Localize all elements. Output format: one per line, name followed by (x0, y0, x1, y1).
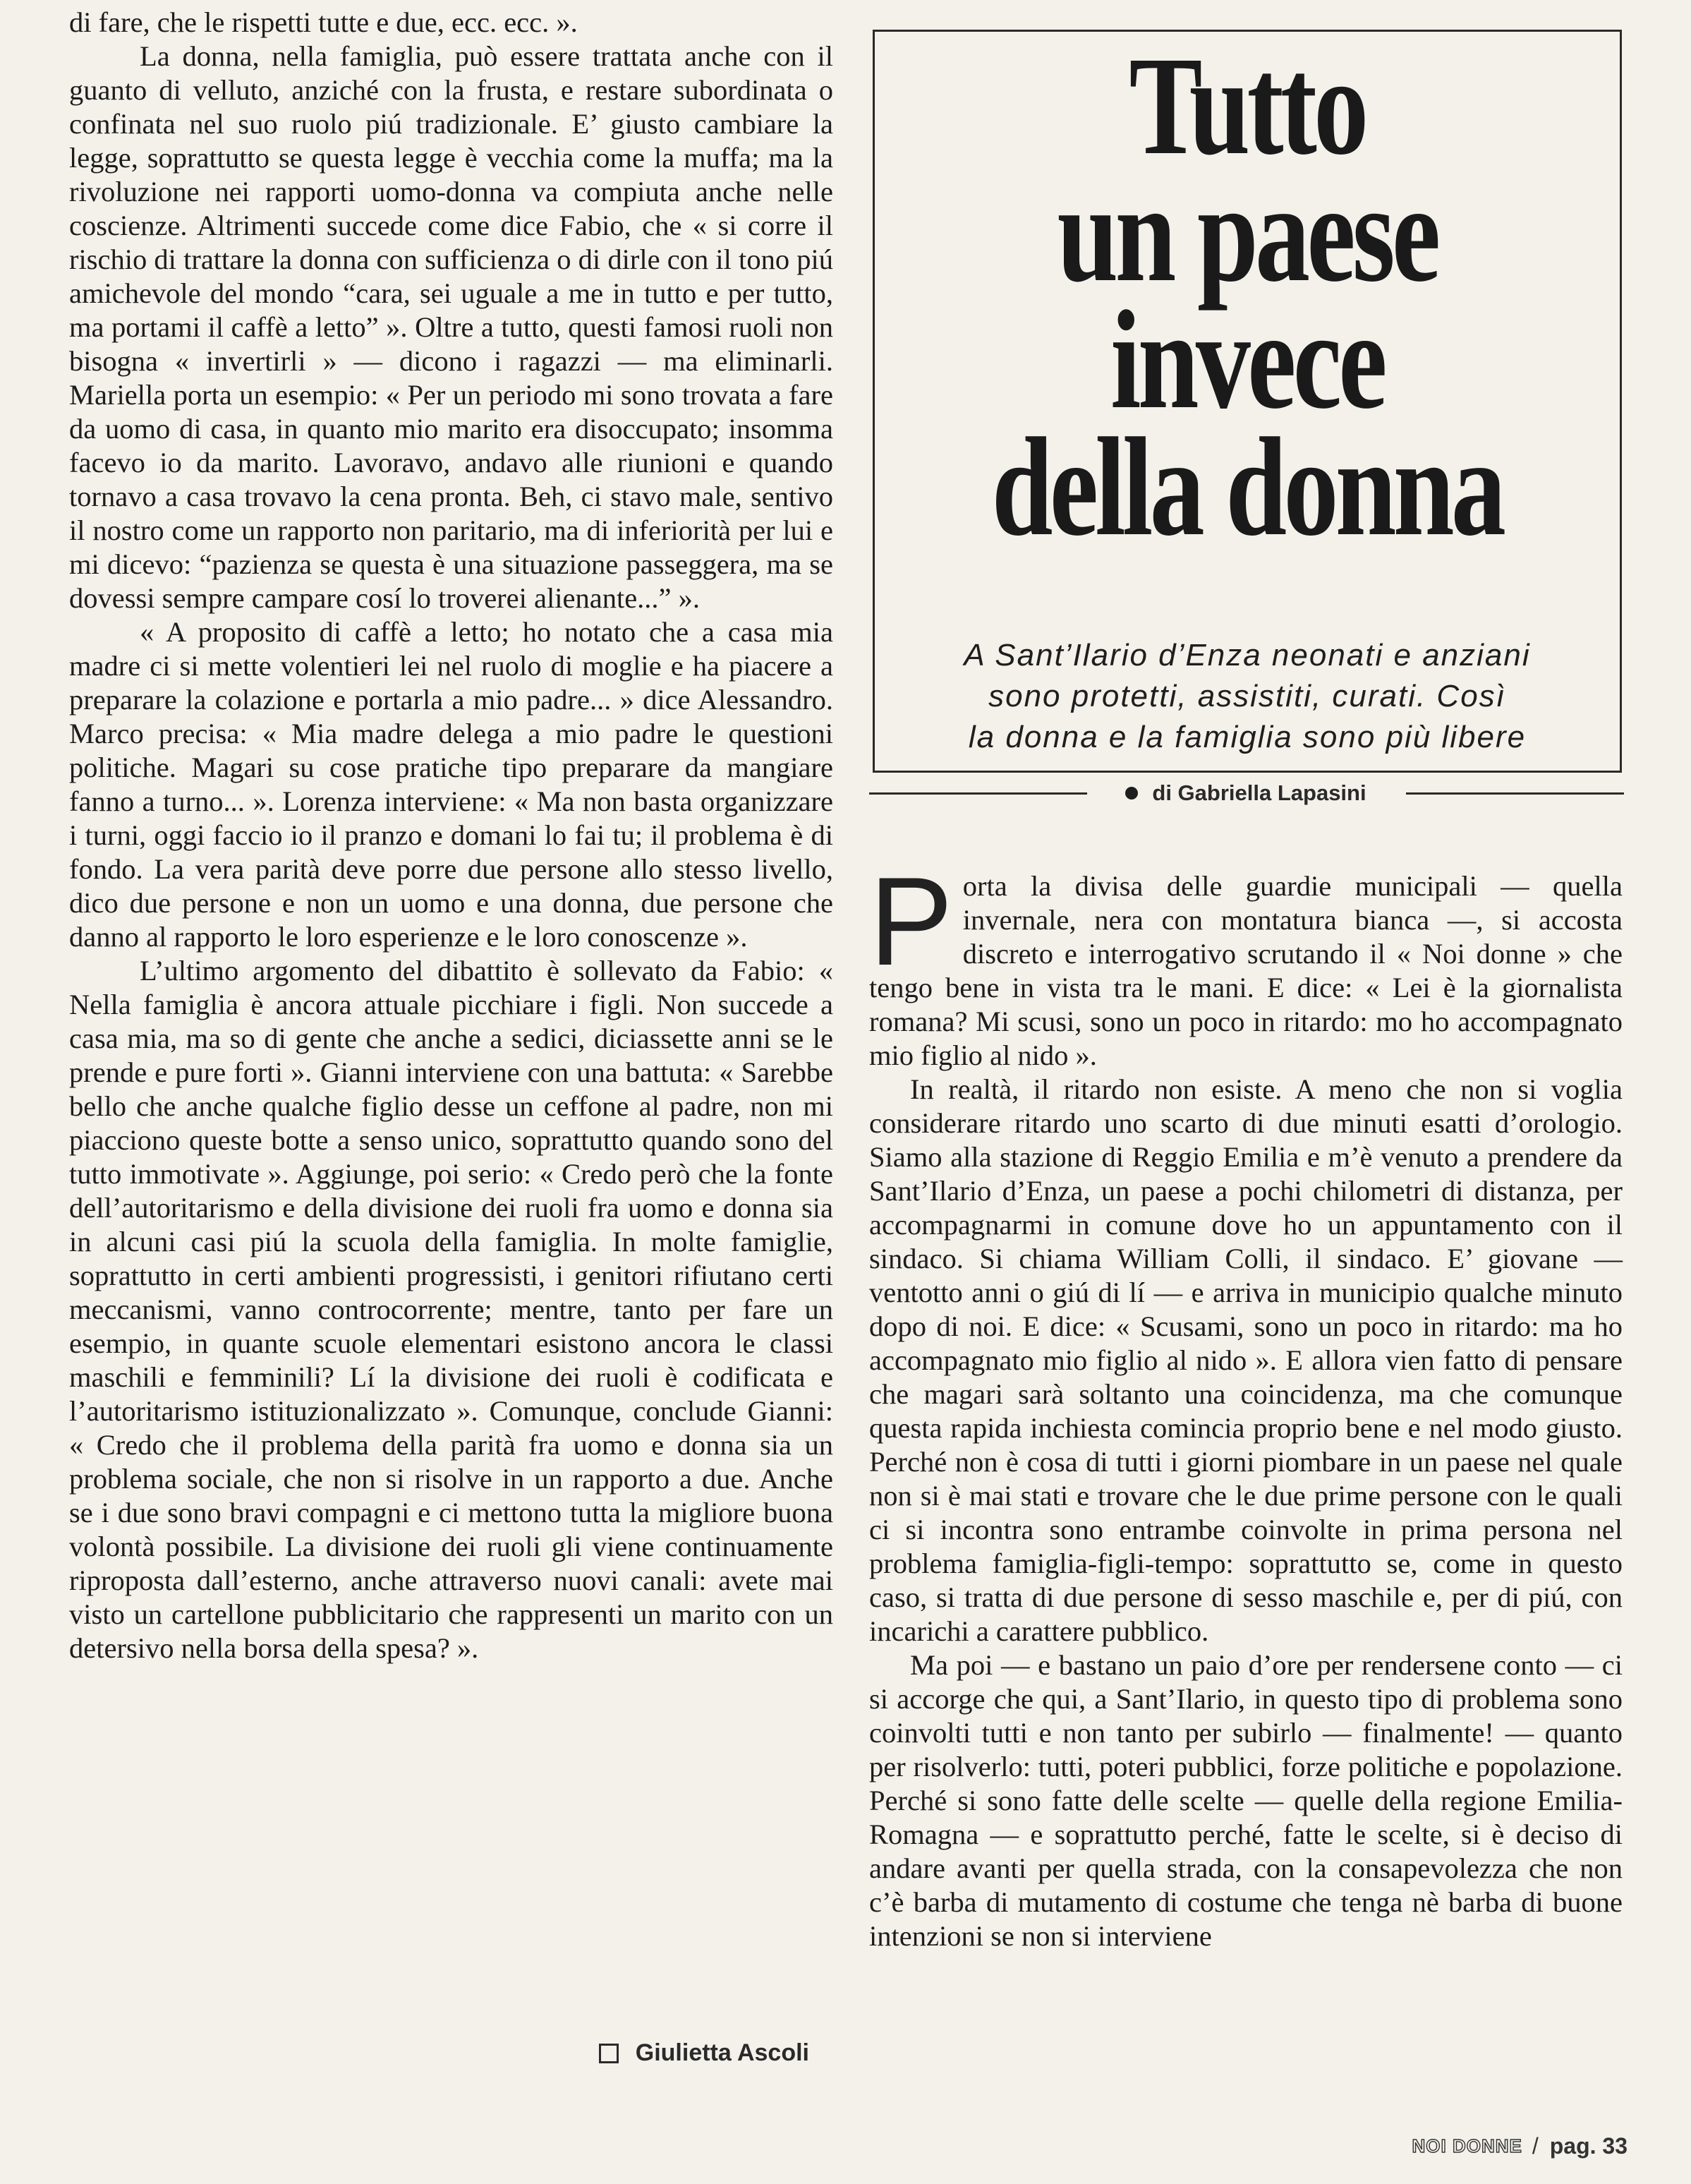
left-paragraph-4: L’ultimo argomento del dibattito è sollevato da Fabio: « Nella famiglia è ancora attuale picchiare i figli. Non succede a casa mia, ma so di gente che anche a sedici, diciassette anni se le prende e pure forti ». Gianni interviene con una battuta: « Sarebbe bello che anche qualche figlio desse un ceffone al padre, non mi piacciono queste botte a senso unico, soprattutto quando sono del tutto immotivate ». Aggiunge, poi serio: « Credo però che la fonte dell’autoritarismo e della divisione dei ruoli fra uomo e donna sia in alcuni casi piú la scuola della famiglia. In molte famiglie, soprattutto in certi ambienti progressisti, i genitori rifiutano certi meccanismi, vanno controcorrente; mentre, tanto per fare un esempio, in quante scuole elementari esistono ancora le classi maschili e femminili? Lí la divisione dei ruoli è codificata e l’autoritarismo istituzionalizzato ». Comunque, conclude Gianni: « Credo che il problema della parità fra uomo e donna sia un problema sociale, che non si risolve in un rapporto a due. Anche se i due sono bravi compagni e ci mettono tutta la migliore buona volontà possibile. La divisione dei ruoli gli viene continuamente riproposta dall’esterno, anche attraverso nuovi canali: avete mai visto un cartellone pubblicitario che rappresenti un marito con un detersivo nella borsa della spesa? ». (69, 955, 833, 1664)
page-footer (1412, 2133, 1628, 2159)
right-column (869, 851, 1623, 1953)
right-paragraph-3: Ma poi — e bastano un paio d’ore per rendersene conto — ci si accorge che qui, a Sant’Ilario, in questo tipo di problema sono coinvolti tutti e non tanto per subirlo — finalmente! — quanto per risolverlo: tutti, poteri pubblici, forze politiche e popolazione. Perché si sono fatte delle scelte — quelle della regione Emilia-Romagna — e soprattutto perché, fatte le scelte, si è deciso di andare avanti per quella strada, con la consapevolezza che non c’è barba di mutamento di costume che tenga nè barba di buone intenzioni se non si interviene (869, 1649, 1623, 1952)
magazine-logo: NOI DONNE (1412, 2135, 1522, 2156)
subtitle-line-3: la donna e la famiglia sono più libere (968, 720, 1527, 754)
headline-line-4: della donna (991, 409, 1503, 565)
author-signature (599, 2039, 809, 2067)
left-paragraph-2: La donna, nella famiglia, può essere trattata anche con il guanto di velluto, anziché con la frusta, e restare subordinata o confinata nel suo ruolo piú tradizionale. E’ giusto cambiare la legge, soprattutto se questa legge è vecchia come la muffa; ma la rivoluzione nei rapporti uomo-donna va compiuta anche nelle coscienze. Altrimenti succede come dice Fabio, che « si corre il rischio di trattare la donna con sufficienza o di dirle con il tono piú amichevole del mondo “cara, sei uguale a me in tutto e per tutto, ma portami il caffè a letto” ». Oltre a tutto, questi famosi ruoli non bisogna « invertirli » — dicono i ragazzi — ma eliminarli. Mariella porta un esempio: « Per un periodo mi sono trovata a fare da uomo di casa, in quanto mio marito era disoccupato; insomma facevo io da marito. Lavoravo, andavo alle riunioni e quando tornavo a casa trovavo la cena pronta. Beh, ci stavo male, sentivo il nostro come un rapporto non paritario, ma di inferiorità per lui e mi dicevo: “pazienza se questa è una situazione passeggera, ma se dovessi sempre campare cosí lo troverei alienante...” ». (69, 40, 833, 614)
left-paragraph-1: di fare, che le rispetti tutte e due, ecc. ecc. ». (69, 6, 578, 38)
footer-separator: / (1532, 2133, 1539, 2159)
byline (1125, 780, 1366, 806)
subtitle-line-2: sono protetti, assistiti, curati. Così (988, 679, 1506, 713)
byline-rule-right (1406, 792, 1624, 795)
right-paragraph-2: In realtà, il ritardo non esiste. A meno che non si voglia considerare ritardo uno scarto di due minuti esatti d’orologio. Siamo alla stazione di Reggio Emilia e m’è venuto a prendere da Sant’Ilario d’Enza, un paese a pochi chilometri di distanza, per accompagnarmi in comune dove ho un appuntamento con il sindaco. Si chiama William Colli, il sindaco. E’ giovane — ventotto anni o giú di lí — e arriva in municipio qualche minuto dopo di noi. E dice: « Scusami, sono un poco in ritardo: ma ho accompagnato mio figlio al nido ». E allora vien fatto di pensare che magari sarà soltanto una coincidenza, ma che comunque questa rapida inchiesta comincia proprio bene e nel modo giusto. Perché non è cosa di tutti i giorni piombare in un paese nel quale non si è mai stati e trovare che le due prime persone con le quali ci si incontra sono entrambe coinvolte in prima persona nel problema famiglia-figli-tempo: soprattutto se, come in questo caso, si tratta di due persone di sesso maschile e, per di piú, con incarichi a carattere pubblico. (869, 1073, 1623, 1647)
byline-row (869, 779, 1624, 807)
signature-name: Giulietta Ascoli (635, 2039, 809, 2066)
right-paragraph-1 (869, 851, 1623, 1073)
left-column (69, 6, 833, 1665)
left-paragraph-3: « A proposito di caffè a letto; ho notato che a casa mia madre ci si mette volentieri lei nel ruolo di moglie e ha piacere a preparare la colazione e portarla a mio padre... » dice Alessandro. Marco precisa: « Mia madre delega a mio padre le questioni politiche. Magari su cose pratiche tipo preparare da mangiare fanno a turno... ». Lorenza interviene: « Ma non basta organizzare i turni, oggi faccio io il pranzo e domani lo fai tu; il problema è di fondo. La vera parità deve porre due persone allo stesso livello, dico due persone e non un uomo e una donna, due persone che danno al rapporto le loro esperienze e le loro conoscenze ». (69, 616, 833, 953)
right-paragraph-1-text: orta la divisa delle guardie municipali — quella invernale, nera con montatura bianca —, si accosta discreto e interrogativo scrutando il « Noi donne » che tengo bene in vista tra le mani. E dice: « Lei è la giornalista romana? Mi scusi, sono un poco in ritardo: mo ho accompagnato mio figlio al nido ». (869, 870, 1623, 1071)
subtitle (903, 635, 1592, 758)
subtitle-line-1: A Sant’Ilario d’Enza neonati e anziani (964, 638, 1531, 672)
bullet-icon (1125, 787, 1138, 800)
byline-rule-left (869, 792, 1087, 795)
headline-line-3: invece (1110, 282, 1384, 438)
headline-line-1: Tutto (1129, 28, 1366, 184)
headline-line-2: un paese (1057, 155, 1438, 311)
headline-box (873, 30, 1622, 773)
page-number: pag. 33 (1549, 2133, 1628, 2159)
headline (875, 28, 1620, 565)
drop-cap: P (869, 851, 953, 991)
byline-text: di Gabriella Lapasini (1152, 780, 1366, 805)
square-icon (599, 2044, 619, 2063)
